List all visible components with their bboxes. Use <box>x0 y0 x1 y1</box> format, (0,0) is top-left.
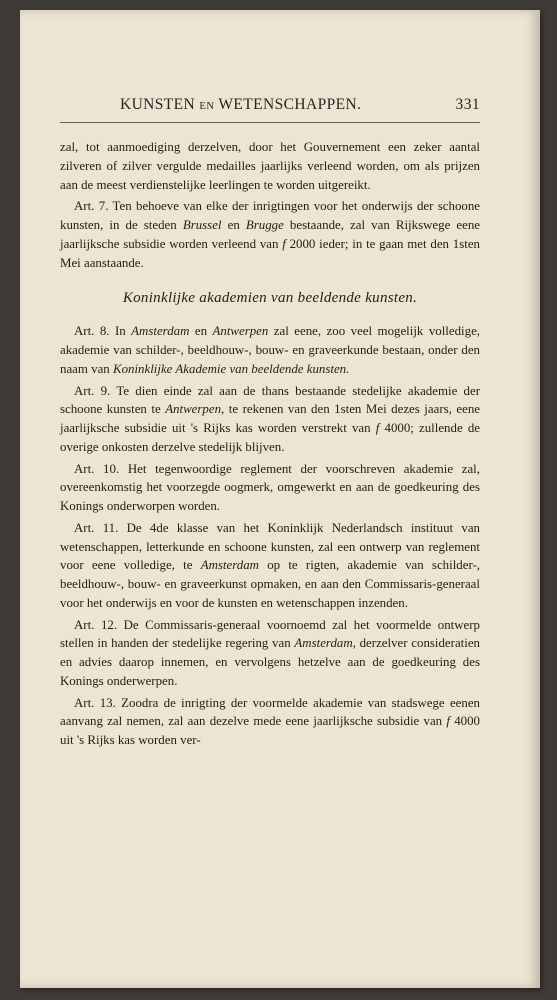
paragraph-art-9: Art. 9. Te dien einde zal aan de thans bestaande stedelijke akademie der schoone kunsten te Antwerpen, te rekenen van den 1sten Mei dezes jaars, eene jaarlijksche subsidie uit 's Rijks kas worden verstrekt van f 4000; zullende de overige onkosten derzelve stedelijk blijven. <box>60 383 480 454</box>
paragraph-art-13: Art. 13. Zoodra de inrigting der voormelde akademie van stadswege eenen aanvang zal nemen, zal aan dezelve mede eene jaarlijksche subsidie van f 4000 uit 's Rijks kas worden ver- <box>60 695 480 747</box>
running-head-title: KUNSTEN EN WETENSCHAPPEN. <box>120 96 362 113</box>
paragraph-art-10: Art. 10. Het tegenwoordige reglement der voorschreven akademie zal, overeenkomstig het voorzegde oogmerk, omgewerkt en aan de goedkeuring des Konings onderworpen worden. <box>60 461 480 513</box>
page-body <box>60 138 480 753</box>
section-heading: Koninklijke akademien van beeldende kunsten. <box>122 290 418 307</box>
paragraph-art-7: Art. 7. Ten behoeve van elke der inrigtingen voor het onderwijs der schoone kunsten, in de steden Brussel en Brugge bestaande, zal van Rijkswege eene jaarlijksche subsidie worden verleend van f 2000 ieder; in te gaan met den 1sten Mei aanstaande. <box>60 199 480 270</box>
running-head <box>120 96 480 118</box>
paragraph-art-8: Art. 8. In Amsterdam en Antwerpen zal eene, zoo veel mogelijk volledige, akademie van schilder-, beeldhouw-, bouw- en graveerkunde bestaan, onder den naam van Koninklijke Akademie van beeldende kunsten. <box>60 324 481 376</box>
paragraph-continuation: zal, tot aanmoediging derzelven, door het Gouvernement een zeker aantal zilveren of zilver vergulde medailles jaarlijks verleend worden, om als prijzen aan de meest verdienstelijke leerlingen te worden uitgereikt. <box>60 140 480 192</box>
paragraph-art-11: Art. 11. De 4de klasse van het Koninklijk Nederlandsch instituut van wetenschappen, letterkunde en schoone kunsten, zal een ontwerp van reglement voor eene volledige, te Amsterdam op te rigten, akademie van schilder-, beeldhouw-, bouw- en graveerkunst opmaken, en aan den Commissaris-generaal voor het onderwijs en voor de kunsten en wetenschappen inzenden. <box>60 520 480 610</box>
page-number: 331 <box>455 96 480 113</box>
header-rule <box>60 122 480 123</box>
book-page <box>20 10 540 988</box>
paragraph-art-12: Art. 12. De Commissaris-generaal voornoemd zal het voormelde ontwerp stellen in handen der stedelijke regering van Amsterdam, derzelver consideratien en advies daarop innemen, en vervolgens hetzelve aan de goedkeuring des Konings onderwerpen. <box>60 617 480 688</box>
